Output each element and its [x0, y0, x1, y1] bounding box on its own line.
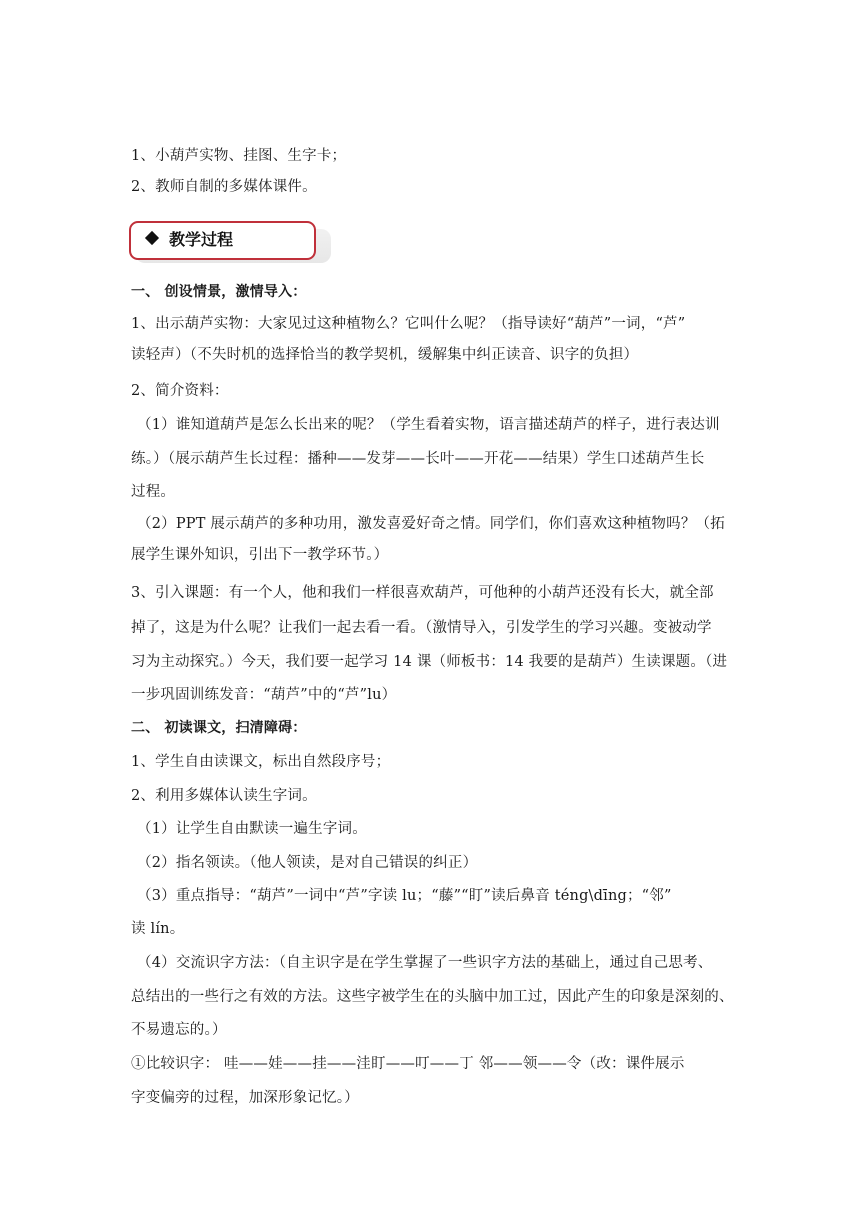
- paragraph-line: 习为主动探究。）今天，我们要一起学习 14 课（师板书：14 我要的是葫芦）生读课题。（进: [131, 654, 728, 670]
- paragraph-line: 读轻声）（不失时机的选择恰当的教学契机，缓解集中纠正读音、识字的负担）: [131, 347, 639, 363]
- paragraph-line: 2、利用多媒体认读生字词。: [131, 788, 317, 804]
- paragraph-line: 1、出示葫芦实物：大家见过这种植物么？它叫什么呢？（指导读好“葫芦”一词，“芦”: [131, 316, 686, 332]
- paragraph-line: 2、简介资料：: [131, 383, 229, 399]
- paragraph-line: （1）谁知道葫芦是怎么长出来的呢？（学生看着实物，语言描述葫芦的样子，进行表达训: [137, 417, 720, 433]
- section-header-box: [129, 221, 316, 260]
- paragraph-line: ①比较识字： 哇——娃——挂——洼盯——叮——丁 邻——领——令（改：课件展示: [131, 1056, 685, 1072]
- diamond-bullet-icon: [145, 231, 159, 245]
- paragraph-line: 总结出的一些行之有效的方法。这些字被学生在的头脑中加工过，因此产生的印象是深刻的、: [131, 989, 734, 1005]
- material-item-1: 1、小葫芦实物、挂图、生字卡；: [131, 148, 347, 164]
- paragraph-line: 一步巩固训练发音：“葫芦”中的“芦”lu）: [131, 687, 397, 703]
- heading-2: 二、 初读课文，扫清障碍：: [131, 720, 307, 736]
- paragraph-line: 练。）（展示葫芦生长过程：播种——发芽——长叶——开花——结果）学生口述葫芦生长: [131, 451, 705, 467]
- paragraph-line: （3）重点指导：“葫芦”一词中“芦”字读 lu；“藤”“盯”读后鼻音 téng\dīng；“邻”: [137, 888, 672, 904]
- section-title: 教学过程: [169, 230, 234, 249]
- paragraph-line: 字变偏旁的过程，加深形象记忆。）: [131, 1090, 359, 1106]
- paragraph-line: 1、学生自由读课文，标出自然段序号；: [131, 754, 391, 770]
- paragraph-line: 3、引入课题：有一个人，他和我们一样很喜欢葫芦，可他种的小葫芦还没有长大，就全部: [131, 585, 714, 601]
- heading-1: 一、 创设情景，激情导入：: [131, 284, 307, 300]
- paragraph-line: （2）指名领读。（他人领读，是对自己错误的纠正）: [137, 855, 478, 871]
- paragraph-line: 读 lín。: [131, 921, 185, 937]
- paragraph-line: 不易遗忘的。）: [131, 1022, 227, 1038]
- paragraph-line: （4）交流识字方法：（自主识字是在学生掌握了一些识字方法的基础上，通过自己思考、: [137, 955, 713, 971]
- material-item-2: 2、教师自制的多媒体课件。: [131, 179, 317, 195]
- paragraph-line: （2）PPT 展示葫芦的多种功用，激发喜爱好奇之情。同学们，你们喜欢这种植物吗？（拓: [137, 516, 725, 532]
- paragraph-line: 展学生课外知识，引出下一教学环节。）: [131, 547, 389, 563]
- paragraph-line: 掉了，这是为什么呢？让我们一起去看一看。（激情导入，引发学生的学习兴趣。变被动学: [131, 620, 712, 636]
- paragraph-line: （1）让学生自由默读一遍生字词。: [137, 821, 367, 837]
- paragraph-line: 过程。: [131, 484, 176, 500]
